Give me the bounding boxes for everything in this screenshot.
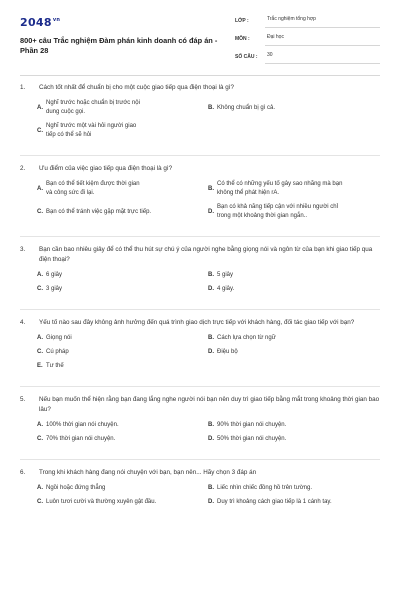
option-text: Điệu bộ [217,349,238,355]
option-text: Nghĩ trước một vài hỏi người giao tiếp có thể sẽ hỏi [46,123,137,138]
question-body: Bạn cần bao nhiêu giây để có thể thu hút sự chú ý của người nghe bằng giọng nói và ngôn từ của bạn khi giao tiếp qua điện thoại? [39,246,373,263]
meta-value: 30 [265,50,380,64]
meta-label: SỐ CÂU : [235,54,258,60]
meta-label: LỚP : [235,18,249,24]
option-text: 6 giây [46,272,63,278]
option-letter: A. [37,272,43,278]
option-list [20,271,380,299]
site-logo[interactable]: $2048^{vn}$ [20,16,61,29]
option-text: Cách lựa chọn từ ngữ [217,335,276,341]
option-list [20,484,380,512]
question-6 [20,468,380,522]
question-1 [20,83,380,156]
question-text [20,468,380,478]
option-text: Duy trì khoảng cách giao tiếp là 1 cánh tay. [217,499,332,505]
option-a[interactable] [37,99,208,117]
option-text: 5 giây [217,272,234,278]
option-letter: A. [37,104,43,111]
option-b[interactable] [208,334,379,343]
option-c[interactable] [37,348,208,357]
option-letter: A. [37,335,43,341]
option-text: Không chuẩn bị gì cả. [217,104,276,111]
option-letter: B. [208,185,214,192]
option-letter: C. [37,208,43,215]
option-letter: A. [37,422,43,428]
option-text: Nghĩ trước hoặc chuẩn bị trước nội dung cuộc gọi. [46,100,140,115]
option-letter: D. [208,436,214,442]
question-number: 3. [20,246,26,253]
option-letter: D. [208,499,214,505]
option-letter: D. [208,286,214,292]
meta-value: Trắc nghiệm tổng hợp [265,14,380,28]
option-b[interactable] [208,180,379,198]
question-text [20,83,380,93]
document-title: 800+ câu Trắc nghiệm Đàm phán kinh doanh có đáp án - Phần 28 [20,36,218,55]
option-text: Có thể có những yếu tố gây sao nhãng mà bạn không thể phát hiện rA. [217,181,343,196]
question-2 [20,164,380,237]
option-letter: B. [208,422,214,428]
option-letter: C. [37,286,43,292]
question-number: 4. [20,319,26,326]
option-text: 4 giây. [217,286,235,292]
question-text [20,318,380,328]
option-letter: C. [37,436,43,442]
option-c[interactable] [37,122,208,140]
option-text: Cú pháp [46,349,69,355]
question-text [20,245,380,265]
option-text: 50% thời gian nói chuyện. [217,436,287,442]
question-list [20,76,380,522]
option-text: Bạn có thể tiết kiệm được thời gian và công sức đi lại. [46,181,140,196]
question-body: Nếu bạn muốn thể hiện rằng bạn đang lắng nghe người nói bạn nên duy trì giao tiếp bằng mắt trong khoảng thời gian bao lâu? [39,396,380,413]
option-a[interactable] [37,421,208,430]
option-text: Giọng nói [46,335,72,341]
option-text: Bạn có khả năng tiếp cận với nhiều người chỉ trong một khoảng thời gian ngắn.. [217,204,338,219]
meta-info [235,14,380,75]
option-letter: D. [208,208,214,215]
question-4 [20,318,380,387]
option-text: Tư thế [46,363,64,369]
meta-row-count [235,50,380,64]
option-c[interactable] [37,435,208,444]
option-letter: B. [208,104,214,111]
option-letter: A. [37,485,43,491]
option-d[interactable] [208,348,379,357]
option-letter: B. [208,335,214,341]
question-5 [20,395,380,460]
question-body: Trong khi khách hàng đang nói chuyện với bạn, bạn nên... Hãy chọn 3 đáp án [39,469,257,476]
document-header [20,0,380,76]
option-b[interactable] [208,484,379,493]
meta-value: Đại học [265,32,380,46]
option-list [20,421,380,449]
option-c[interactable] [37,498,208,507]
option-c[interactable] [37,203,208,221]
question-body: Yếu tố nào sau đây không ảnh hưởng đến quá trình giao dịch trực tiếp với khách hàng, đối tác giao tiếp với bạn? [39,319,355,326]
option-e[interactable] [37,362,208,371]
option-b[interactable] [208,99,379,117]
option-d[interactable] [208,285,379,294]
question-text [20,395,380,415]
option-d[interactable] [208,498,379,507]
logo-suffix: vn [52,17,61,23]
question-number: 5. [20,396,26,403]
question-number: 2. [20,165,26,172]
option-letter: B. [208,272,214,278]
option-c[interactable] [37,285,208,294]
question-number: 6. [20,469,26,476]
option-b[interactable] [208,271,379,280]
option-text: 100% thời gian nói chuyện. [46,422,119,428]
option-letter: C. [37,127,43,134]
meta-row-subject [235,32,380,46]
question-text [20,164,380,174]
option-letter: C. [37,499,43,505]
option-text: Bạn có thể tránh việc gặp mặt trực tiếp. [46,208,152,215]
question-3 [20,245,380,310]
option-d[interactable] [208,203,379,221]
question-number: 1. [20,84,26,91]
option-text: Liếc nhìn chiếc đồng hồ trên tường. [217,485,313,491]
question-body: Cách tốt nhất để chuẩn bị cho một cuộc giao tiếp qua điện thoại là gì? [39,84,234,91]
option-a[interactable] [37,180,208,198]
option-letter: C. [37,349,43,355]
option-text: 90% thời gian nói chuyện. [217,422,287,428]
option-letter: E. [37,363,43,369]
option-a[interactable] [37,334,208,343]
brand-block [20,14,235,75]
option-text: 3 giây [46,286,63,292]
option-a[interactable] [37,271,208,280]
option-text: Ngồi hoặc đứng thẳng [46,485,106,491]
option-letter: A. [37,185,43,192]
option-list [20,334,380,376]
option-b[interactable] [208,421,379,430]
question-body: Ưu điểm của việc giao tiếp qua điện thoại là gì? [39,165,173,172]
option-d[interactable] [208,435,379,444]
option-a[interactable] [37,484,208,493]
option-list [20,99,380,145]
option-letter: B. [208,485,214,491]
option-text: Luôn tươi cười và thường xuyên gật đầu. [46,499,157,505]
option-text: 70% thời gian nói chuyện. [46,436,116,442]
option-letter: D. [208,349,214,355]
meta-label: MÔN : [235,36,250,42]
meta-row-class [235,14,380,28]
option-list [20,180,380,226]
